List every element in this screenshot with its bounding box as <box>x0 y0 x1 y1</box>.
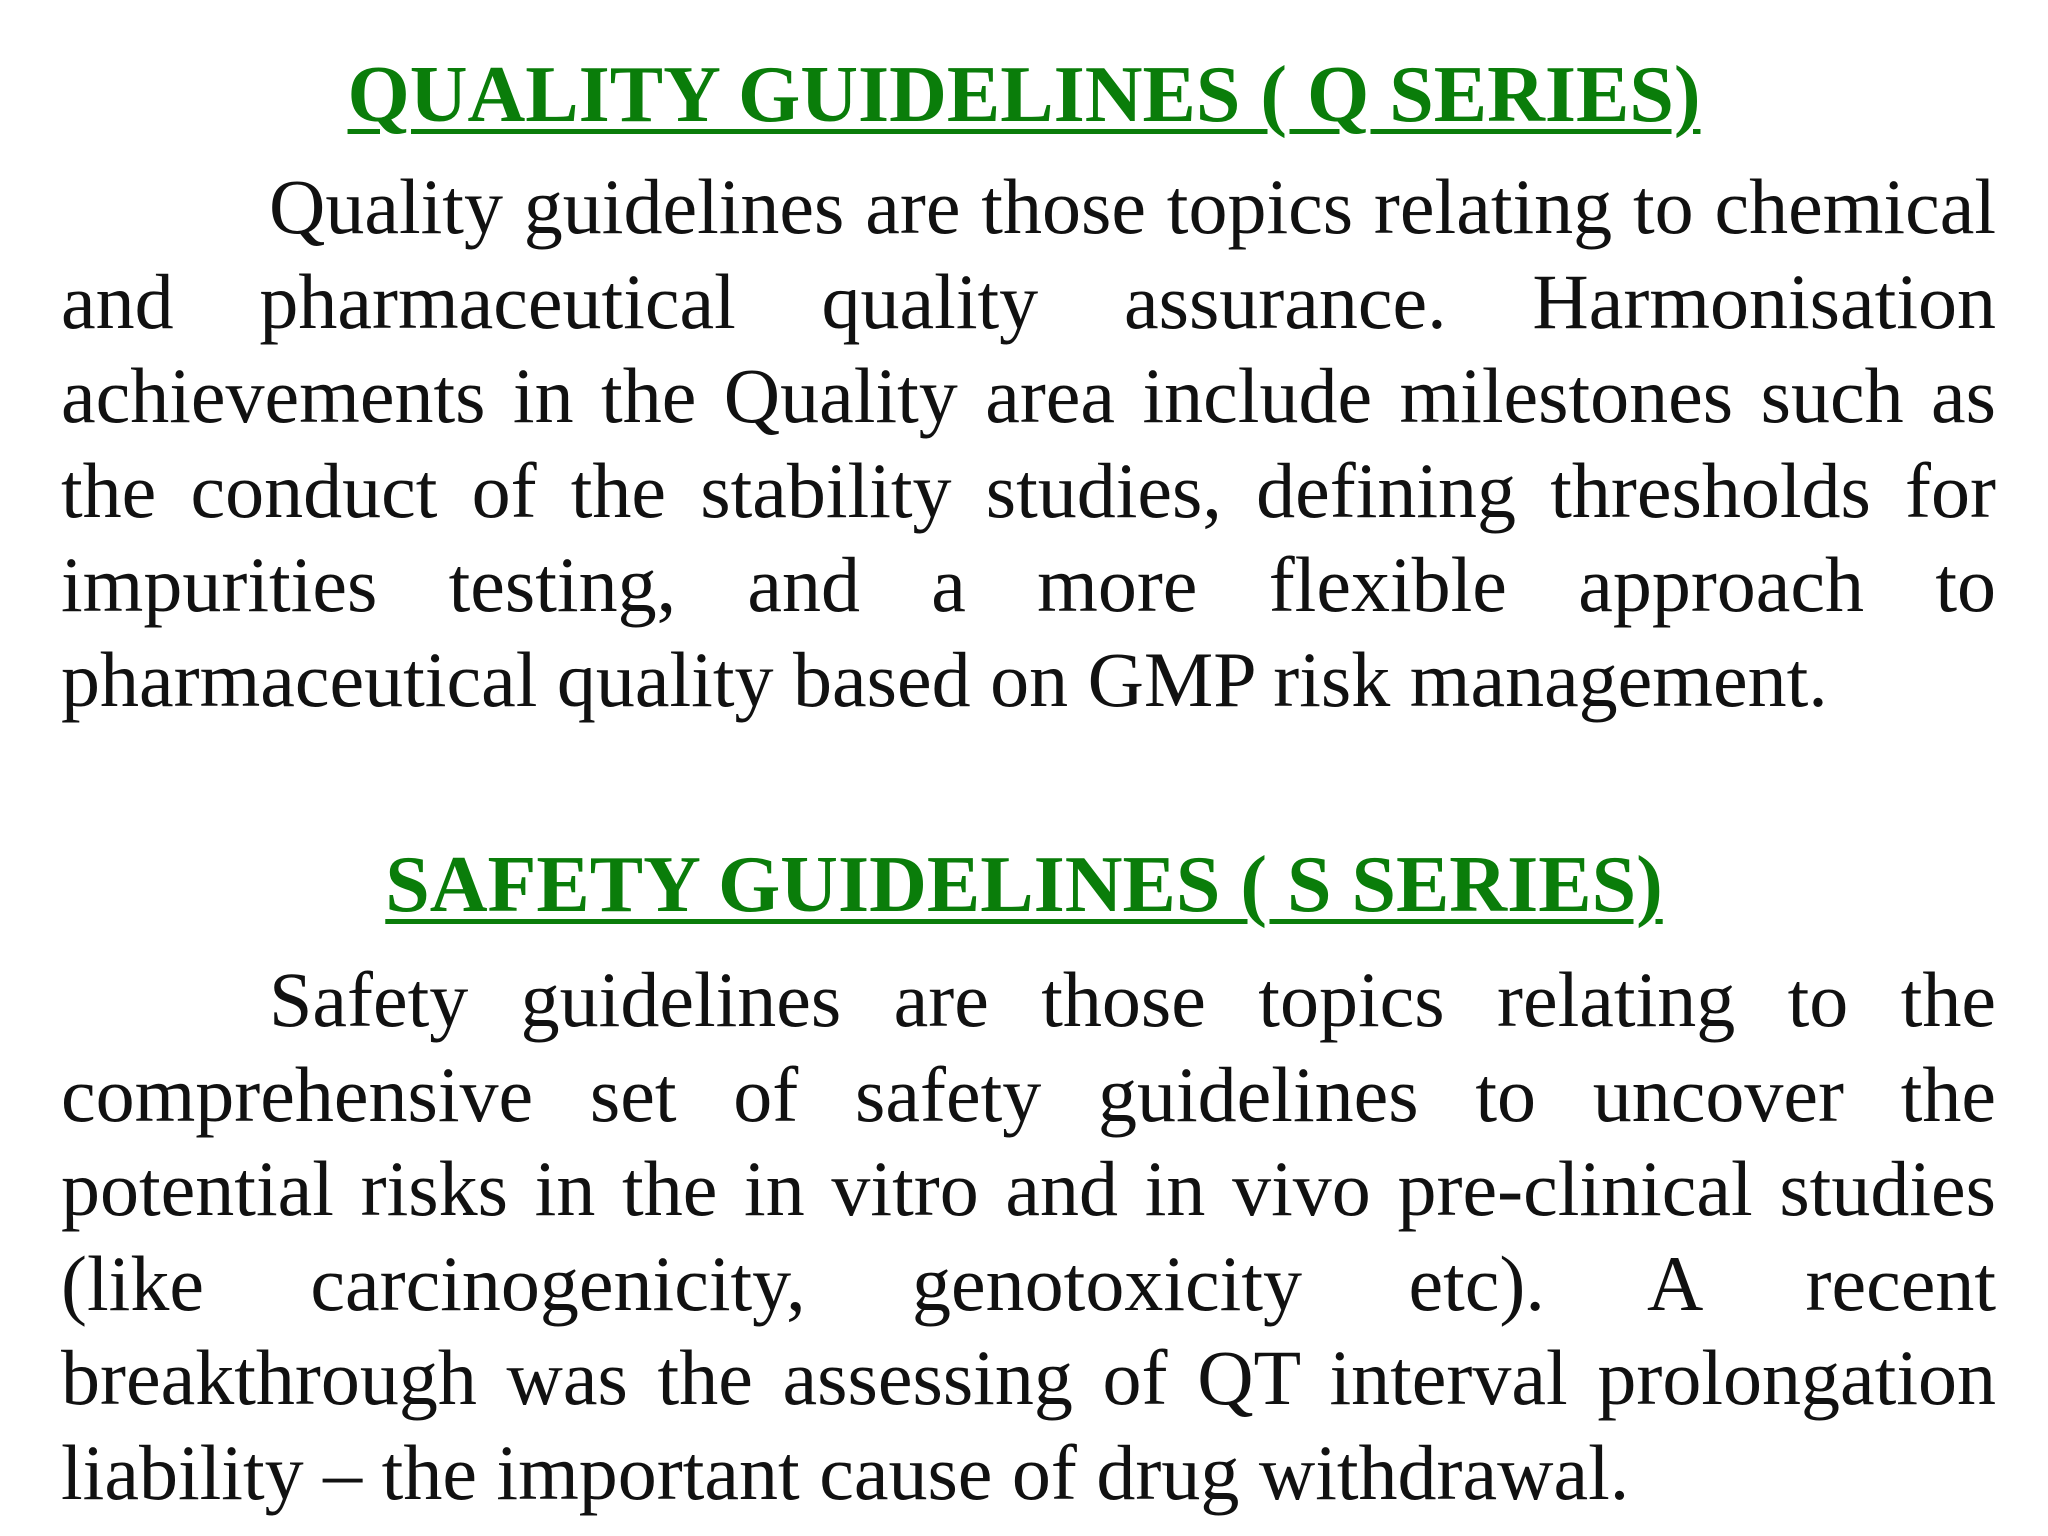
quality-guidelines-heading-text: QUALITY GUIDELINES ( Q SERIES) <box>347 51 1701 139</box>
safety-guidelines-paragraph: Safety guidelines are those topics relating to the comprehensive set of safety guidelines to uncover the potential risks in the in vitro and in vivo pre-clinical studies (like carcinogenicity, genotoxicity etc). A recent breakthrough was the assessing of QT interval prolongation liability – the important cause of drug withdrawal. <box>61 956 1996 1516</box>
quality-guidelines-paragraph: Quality guidelines are those topics relating to chemical and pharmaceutical quality assurance. Harmonisation achievements in the Quality area include milestones such as the conduct of the stability studies, defining thresholds for impurities testing, and a more flexible approach to pharmaceutical quality based on GMP risk management. <box>61 163 1996 723</box>
safety-guidelines-heading <box>0 840 2048 930</box>
quality-guidelines-heading <box>0 50 2048 140</box>
safety-guidelines-heading-text: SAFETY GUIDELINES ( S SERIES) <box>385 841 1663 929</box>
